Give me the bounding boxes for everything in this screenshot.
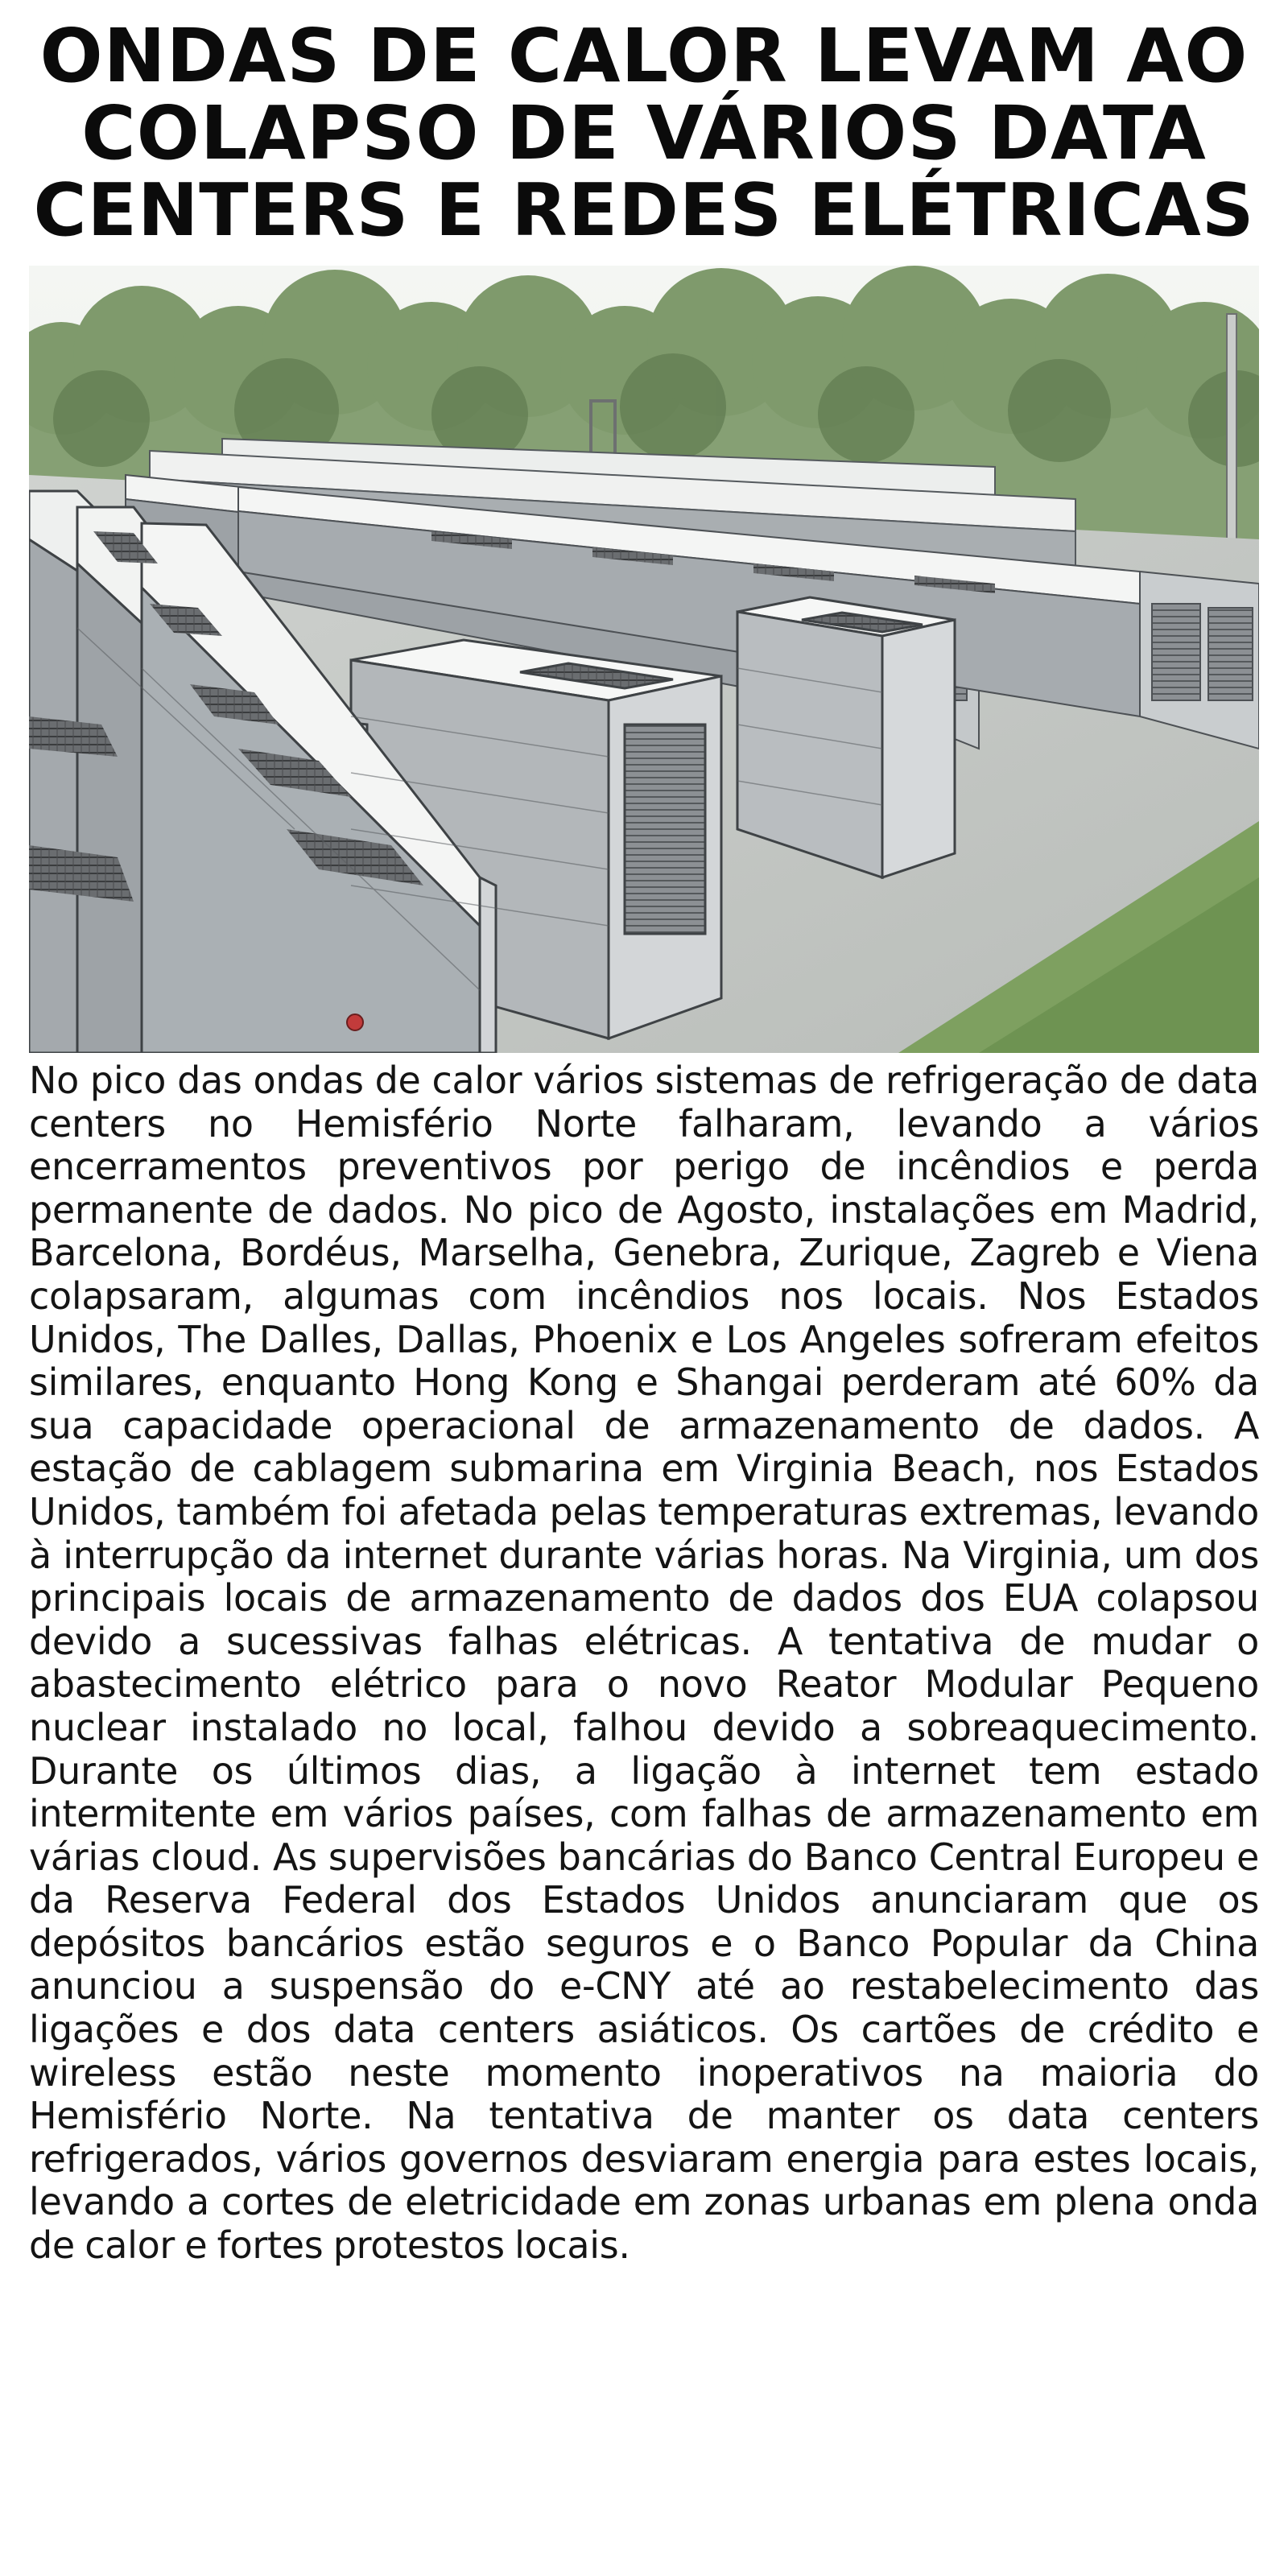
headline-line: ONDAS DE CALOR LEVAM AO: [39, 13, 1249, 99]
article-body: No pico das ondas de calor vários sistemas de refrigeração de data centers no Hemisfério Norte falharam, levando a vários encerramentos preventivos por perigo de incêndios e perda permanente de dados. No pico de Agosto, instalações em Madrid, Barcelona, Bordéus, Marselha, Genebra, Zurique, Zagreb e Viena colapsaram, algumas com incêndios nos locais. Nos Estados Unidos, The Dalles, Dallas, Phoenix e Los Angeles sofreram efeitos similares, enquanto Hong Kong e Shangai perderam até 60% da sua capacidade operacional de armazenamento de dados. A estação de cablagem submarina em Virginia Beach, nos Estados Unidos, também foi afetada pelas temperaturas extremas, levando à interrupção da internet durante várias horas. Na Virginia, um dos principais locais de armazenamento de dados dos EUA colapsou devido a sucessivas falhas elétricas. A tentativa de mudar o abastecimento elétrico para o novo Reator Modular Pequeno nuclear instalado no local, falhou devido a sobreaquecimento. Durante os últimos dias, a ligação à internet tem estado intermitente em vários países, com falhas de armazenamento em várias cloud. As supervisões bancárias do Banco Central Europeu e da Reserva Federal dos Estados Unidos anunciaram que os depósitos bancários estão seguros e o Banco Popular da China anunciou a suspensão do e-CNY até ao restabelecimento das ligações e dos data centers asiáticos. Os cartões de crédito e wireless estão neste momento inoperativos na maioria do Hemisfério Norte. Na tentativa de manter os data centers refrigerados, vários governos desviaram energia para estes locais, levando a cortes de eletricidade em zonas urbanas em plena onda de calor e fortes protestos locais.: [29, 1059, 1259, 2268]
headline-line: COLAPSO DE VÁRIOS DATA: [81, 90, 1207, 176]
data-center-illustration: [29, 266, 1259, 1053]
headline-line: CENTERS E REDES ELÉTRICAS: [33, 168, 1255, 253]
headline: [29, 13, 1259, 253]
data-center-illustration-icon: [29, 266, 1259, 1053]
